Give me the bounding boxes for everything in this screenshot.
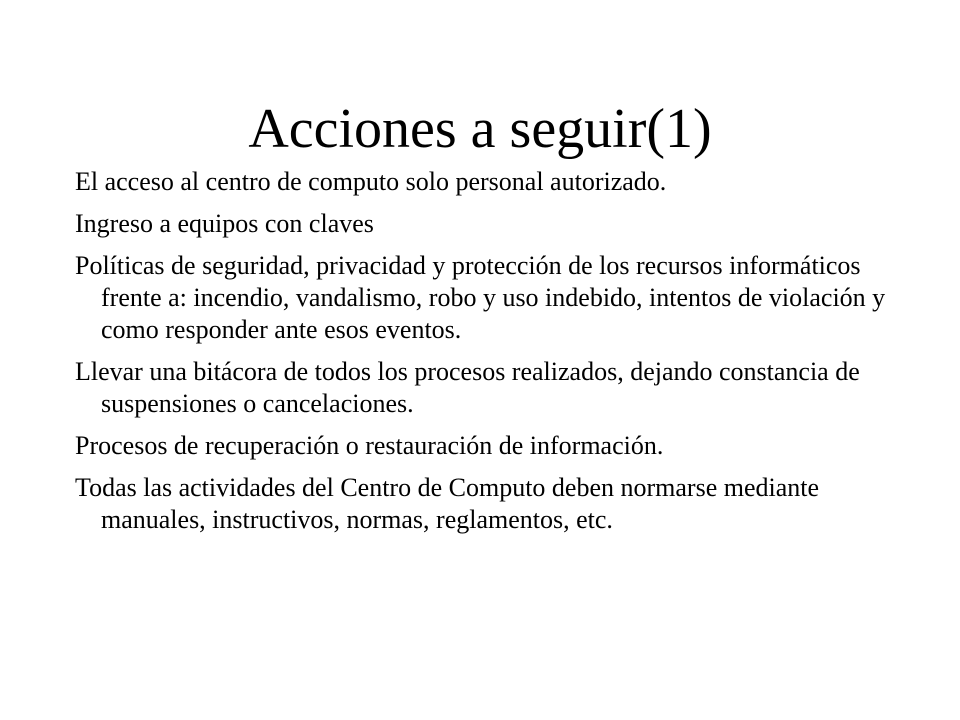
list-item: Todas las actividades del Centro de Computo deben normarse mediante manuales, instructivos, normas, reglamentos, etc. [75,473,820,534]
list-item: Políticas de seguridad, privacidad y protección de los recursos informáticos frente a: incendio, vandalismo, robo y uso indebido, intentos de violación y como responder ante esos eventos. [75,251,886,344]
list-item: Ingreso a equipos con claves [75,209,374,238]
list-item: El acceso al centro de computo solo personal autorizado. [75,167,667,196]
list-item: Llevar una bitácora de todos los procesos realizados, dejando constancia de suspensiones o cancelaciones. [75,357,860,418]
slide-title: Acciones a seguir(1) [248,98,712,160]
bullet-list [75,166,905,546]
list-item: Procesos de recuperación o restauración de información. [75,431,664,460]
